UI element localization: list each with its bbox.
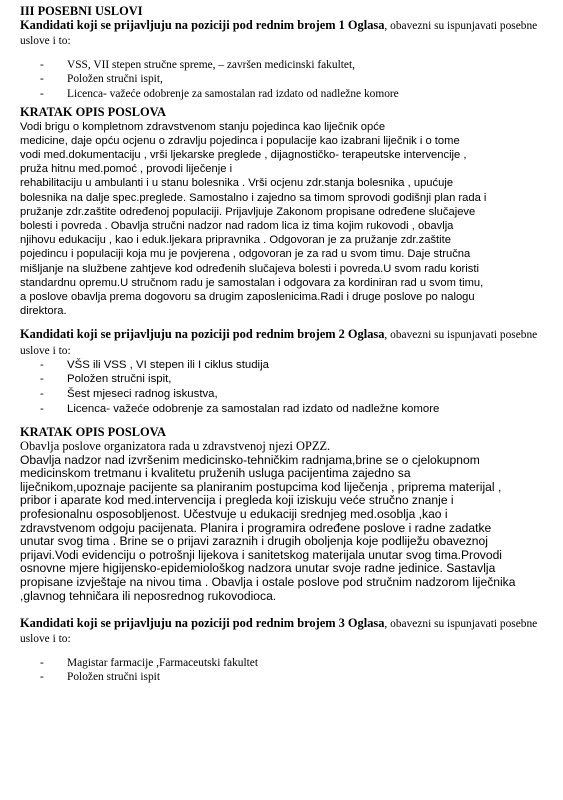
position-1-requirements bbox=[20, 58, 545, 102]
section-title: III POSEBNI USLOVI bbox=[20, 4, 143, 18]
text-line: osnovne mjere higijensko-epidemiološkog nadzora unutar svoje radne jedinice. Sastavlja bbox=[20, 561, 496, 576]
text-line: zdravstvenom odgoju pacijenata. Planira i programira određene poslove i radne zadatke bbox=[20, 520, 492, 535]
text-line: prijavi.Vodi evidenciju o potrošnji lijekova i sanitetskog materijala unutar svog tima.Provodi bbox=[20, 547, 502, 562]
text-line: rehabilitaciju u ambulanti i u stanu bolesnika . Vrši ocjenu zdr.stanja bolesnika , upućuje bbox=[20, 177, 454, 190]
position-1-description bbox=[20, 120, 545, 319]
position-1-intro-rest: , obavezni su ispunjavati posebne uslove i to: bbox=[20, 20, 538, 48]
text-line: unutar svog tima . Brine se o prijavi zaraznih i drugih oboljenja koje podliježu obaveznoj bbox=[20, 534, 488, 549]
text-line: vodi med.dokumentaciju , vrši ljekarske preglede , dijagnostičko- terapeutske intervencije , bbox=[20, 149, 467, 161]
text-line: pruža hitnu med.pomoć , provodi liječenje i bbox=[20, 163, 233, 176]
list-item: - VSS, VII stepen stručne spreme, – završen medicinski fakultet, bbox=[40, 58, 545, 73]
text-line: mišljanje na službene zahtjeve kod određenih slučajeva bolesti i povreda.U svom radu koristi bbox=[20, 262, 479, 275]
text-line: Obavlja nadzor nad izvršenim medicinsko-tehničkim radnjama,brine se o cjelokupnom bbox=[20, 452, 480, 467]
text-line: medicine, daje opću ocjenu o zdravlju pojedinca i populacije kao izabrani liječnik i o tome bbox=[20, 134, 460, 147]
list-item: - Šest mjeseci radnog iskustva, bbox=[40, 387, 545, 402]
list-item: - Položen stručni ispit, bbox=[40, 72, 545, 87]
text-line: njihovu edukaciju , kao i eduk.ljekara pripravnika . Odgovoran je za pružanje zdr.zaštite bbox=[20, 234, 451, 247]
position-3-intro bbox=[20, 616, 545, 646]
list-item: - Magistar farmacije ,Farmaceutski fakultet bbox=[40, 656, 545, 671]
text-line: propisane izvještaje na nivou tima . Obavlja i ostale poslove pod stručnim nadzorom liječnika bbox=[20, 574, 516, 589]
position-2-intro-bold: Kandidati koji se prijavljuju na poziciji pod rednim brojem 2 Oglasa bbox=[20, 327, 385, 342]
list-item: - Licenca- važeće odobrenje za samostalan rad izdato od nadležne komore bbox=[40, 402, 545, 417]
position-2-description-title: KRATAK OPIS POSLOVA bbox=[20, 425, 166, 440]
text-line: liječnikom,upoznaje pacijente sa planiranim postupcima kod liječenja , priprema materijal , bbox=[20, 479, 502, 494]
position-2-description-first: Obavlja poslove organizatora rada u zdravstvenoj njezi OPZZ. bbox=[20, 439, 331, 454]
text-line: profesionalnu osposobljenost. Učestvuje u edukaciji srednjeg med.osoblja ,kao i bbox=[20, 507, 448, 521]
text-line: pojedincu i populaciji koja mu je povjerena , odgovoran je za rad u svom timu. Daje stručna bbox=[20, 248, 471, 261]
text-line: ,glavnog tehničara ili neposrednog rukovodioca. bbox=[20, 588, 277, 603]
text-line: medicinskom tretmanu i kvalitetu pruženih usluga pacijentima zajedno sa bbox=[20, 466, 411, 481]
list-item: - VŠS ili VSS , VI stepen ili I ciklus studija bbox=[40, 358, 545, 373]
position-1-intro bbox=[20, 18, 545, 48]
position-2-description bbox=[20, 454, 545, 604]
position-2-requirements bbox=[20, 358, 545, 416]
text-line: pribor i aparate kod med.intervencija i pregleda koji iziskuju veće stručno znanje i bbox=[20, 493, 454, 508]
text-line: bolesnika na dalje spec.preglede. Samostalno i zajedno sa timom sprovodi godišnji plan rada i bbox=[20, 191, 487, 204]
position-1-description-title: KRATAK OPIS POSLOVA bbox=[20, 105, 166, 120]
text-line: standardnu opremu.U stručnom radu je samostalan i odgovara za kordiniran rad u svom timu, bbox=[20, 276, 484, 289]
position-3-intro-rest: , obavezni su ispunjavati posebne uslove i to: bbox=[20, 618, 538, 646]
position-2-intro bbox=[20, 327, 545, 357]
text-line: direktora. bbox=[20, 305, 67, 318]
text-line: a poslove obavlja prema dogovoru sa drugim zaposlenicima.Radi i druge poslove po nalogu bbox=[20, 291, 475, 304]
list-item: - Položen stručni ispit bbox=[40, 670, 545, 685]
text-line: bolesti i povreda . Obavlja stručni nadzor nad radom lica iz tima kojim rukovodi , obavlja bbox=[20, 220, 454, 233]
position-1-intro-bold: Kandidati koji se prijavljuju na poziciji pod rednim brojem 1 Oglasa bbox=[20, 18, 385, 33]
list-item: - Licenca- važeće odobrenje za samostalan rad izdato od nadležne komore bbox=[40, 87, 545, 102]
list-item: - Položen stručni ispit, bbox=[40, 372, 545, 387]
position-3-intro-bold: Kandidati koji se prijavljuju na poziciji pod rednim brojem 3 Oglasa bbox=[20, 616, 385, 631]
position-3-requirements bbox=[20, 656, 545, 685]
text-line: pružanje zdr.zaštite određenoj populaciji. Prijavljuje Zakonom propisane određene slučajeve bbox=[20, 205, 476, 218]
position-2-intro-rest: , obavezni su ispunjavati posebne uslove i to: bbox=[20, 329, 538, 357]
text-line: Vodi brigu o kompletnom zdravstvenom stanju pojedinca kao liječnik opće bbox=[20, 120, 386, 133]
